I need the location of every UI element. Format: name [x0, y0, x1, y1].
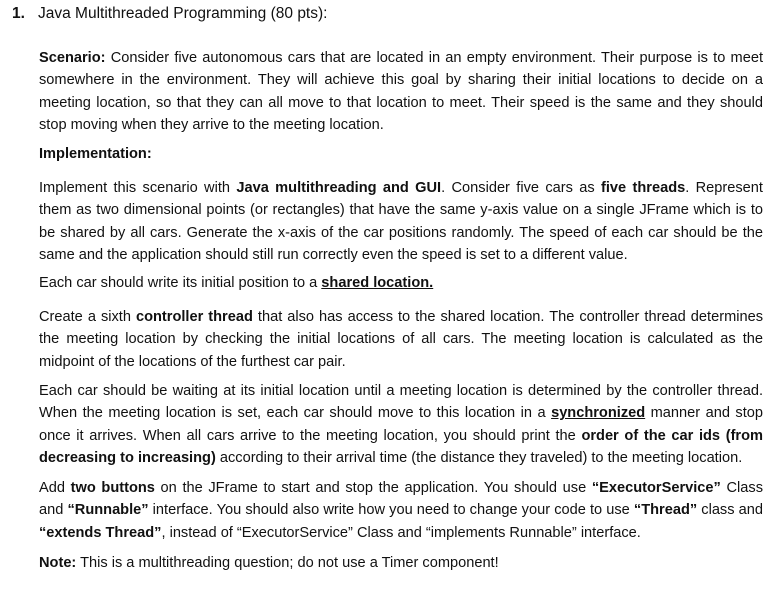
note-text: This is a multithreading question; do not use a Timer component! — [76, 555, 499, 571]
p5-text-2: on the JFrame to start and stop the application. You should use — [154, 480, 592, 496]
question-number: 1. — [12, 5, 25, 22]
p4-text-2: manner and stop once it arrives. When all cars arrive to the meeting location, you should print the — [39, 405, 763, 444]
p1-text-1: Implement this scenario with — [39, 180, 237, 196]
note-label: Note: — [39, 555, 77, 571]
buttons-paragraph — [39, 477, 763, 544]
p5-bold-runnable: “Runnable” — [67, 502, 149, 519]
p5-text-6: , instead of “ExecutorService” Class and “implements Runnable” interface. — [161, 524, 641, 541]
p4-text-3: according to their arrival time (the distance they traveled) to the meeting location. — [215, 449, 743, 466]
p5-bold-two-buttons: two buttons — [70, 480, 155, 496]
p5-bold-executorservice: “ExecutorService” — [591, 480, 721, 496]
scenario-text: Consider five autonomous cars that are located in an empty environment. Their purpose is to meet somewhere in the environment. They will achieve this goal by sharing their initial locations to decide on a meeting location, so that they can all move to that location to meet. Their speed is the same and they should stop moving when they arrive to the meeting location. — [39, 50, 763, 133]
scenario-paragraph — [39, 47, 763, 136]
p5-bold-thread: “Thread” — [633, 502, 698, 519]
p3-text-2: that also has access to the shared location. The controller thread determines the meeting location by checking the initial locations of all cars. The meeting location is calculated as the midpoint of the locations of the furthest car pair. — [39, 309, 763, 370]
p2-underlined-shared-location: shared location. — [321, 275, 434, 291]
note-paragraph — [39, 552, 763, 574]
question-heading — [12, 4, 327, 24]
shared-location-paragraph — [39, 272, 763, 294]
p4-text-1: Each car should be waiting at its initial location until a meeting location is determined by the controller thread. When the meeting location is set, each car should move to this location in a — [39, 383, 763, 422]
p5-text-1: Add — [39, 480, 71, 496]
p2-text-1: Each car should write its initial position to a — [39, 275, 322, 291]
p5-text-4: interface. You should also write how you need to change your code to use — [148, 502, 634, 519]
implementation-heading — [39, 143, 763, 165]
question-title: Java Multithreaded Programming (80 pts): — [38, 5, 328, 22]
p1-bold-java-multithreading: Java multithreading and GUI — [236, 180, 442, 196]
scenario-label: Scenario: — [39, 50, 106, 66]
p3-bold-controller-thread: controller thread — [135, 309, 253, 325]
waiting-paragraph — [39, 380, 763, 469]
p5-text-3: Class and — [39, 480, 763, 519]
controller-paragraph — [39, 306, 763, 373]
implementation-label: Implementation: — [39, 146, 152, 162]
p5-text-5: class and — [697, 502, 763, 519]
p1-text-3: . Represent them as two dimensional points (or rectangles) that have the same y-axis value on a single JFrame which is to be shared by all cars. Generate the x-axis of the car positions randomly. The speed of each car should be the same and the application should still run correctly even the speed is set to a different value. — [39, 180, 763, 263]
p5-bold-extends-thread: “extends Thread” — [39, 524, 162, 541]
p3-text-1: Create a sixth — [39, 309, 136, 325]
p4-underlined-synchronized: synchronized — [551, 405, 646, 422]
p4-bold-order-of-car-ids: order of the car ids (from decreasing to increasing) — [39, 427, 763, 466]
p1-bold-five-threads: five threads — [601, 180, 686, 196]
implementation-paragraph — [39, 177, 763, 266]
p1-text-2: . Consider five cars as — [441, 180, 602, 196]
